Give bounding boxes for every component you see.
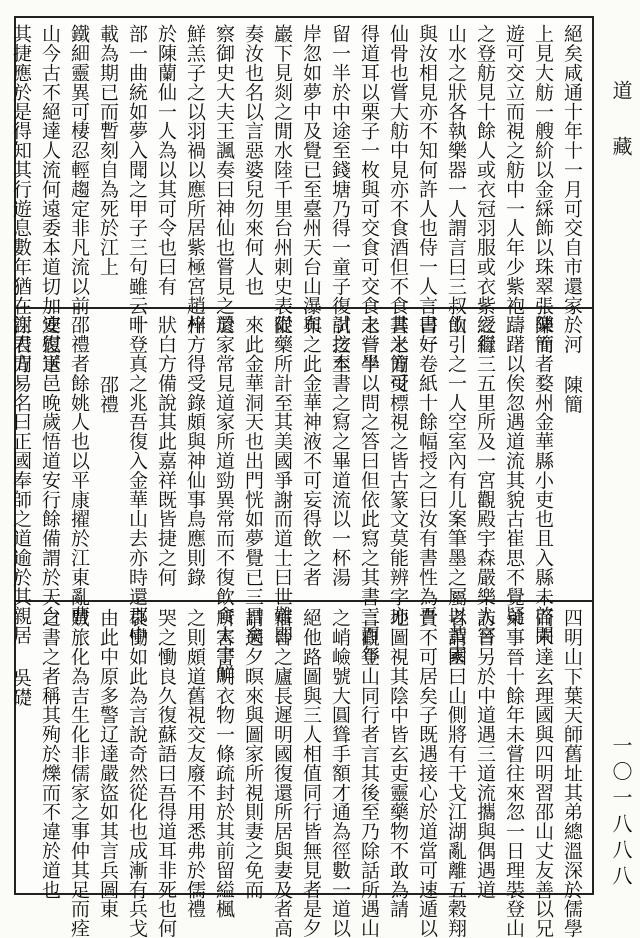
text-column: 之則頗道舊視交友廢不用悉弗於儒禮 [184,608,206,919]
text-column: 試按本書之寫之畢道流以一杯湯 [329,315,351,587]
text-column: 訪晉另於中道遇三道流攜與偶遇道 [474,608,496,899]
text-column: 宿晉之廬長遲明國復還所居與妻及者高 [271,608,293,938]
text-column: 弟事晉十餘年未嘗往來忽一日理裝登山 [503,608,525,938]
text-column: 所害書明衣物一條疏封於其前留縊楓 [213,608,235,919]
text-column: 四明山下葉天師舊址其弟總溫深於儒學 [561,608,583,938]
section-heading: 陳簡 [561,375,583,414]
text-column: 哭之慟良久復蘇語曰吾得道耳非死也何 [155,608,177,938]
text-column: 梓方得受錄頗與神仙事鳥應則錄 [184,315,206,587]
text-column: 巖下見剡之閒水陸千里台州刺史表從 [271,24,293,335]
text-column: 察御史大夫王諷奏曰神仙也嘗見之於 [213,24,235,335]
margin-page-number: 一〇一八八八 [609,735,633,891]
text-column: 仙骨也嘗大舫中見亦不食酒但不食其米方可 [387,24,409,393]
text-column: 山今古不絕達人流何遠委本道切加安慰送 [39,24,61,374]
text-column: 絕矣咸通十年十一月可交自市還家於河 [561,24,583,354]
text-column: 絕他路圖與三人相值同行皆無見者是夕 [300,608,322,938]
text-column: 留一半於中途至錢塘乃得一童子復引之至 [329,24,351,374]
text-column: 部一曲統如夢入聞之甲子三句雖云十 [126,24,148,335]
text-column: 限藥所計至其美國爭謝而道士曰世難即 [271,315,293,645]
text-column: 奏汝也名以言惡婆兒勿來何人也 [242,24,264,296]
text-column: 而未達玄理國與四明習邵山丈友善以兄 [532,608,554,938]
text-column: 與之此金華神液不可妄得飲之者 [300,315,322,587]
text-column: 載為期已而暫刻自為死於江上 [97,24,119,277]
text-column: 山水之狀各執樂器一人謂言曰三叔飲 [445,24,467,335]
text-column: 陳簡者婺州金華縣小吏也且入縣未啓閘 [532,315,554,645]
text-column: 於陳蘭仙一人為以其可令也曰有 [155,24,177,296]
text-column: 地圖視其陰中皆玄吏靈藥物不敢為請 [387,608,409,919]
section-heading: 吳礎 [10,668,32,707]
margin-title: 道 藏 [609,80,633,162]
text-column: 與汝相見亦不知何許人也侍一人言曰好 [416,24,438,354]
text-column: 書一卷紙十餘幅授之曰汝有書性為吾 [416,315,438,626]
text-column: 貴不可居矣子既遇接心於道當可速遁以 [416,608,438,938]
text-column: 鮮羔子之以羽禍以應所居紫極宮趙州 [184,24,206,335]
section-heading: 邵禮 [97,375,119,414]
text-column: 賊旅化為吉生化非儒家之事仲其足而痊 [68,608,90,938]
text-column: 叶登真之兆吾復入金華山去亦時還郡中 [126,315,148,645]
text-column: 上見大舫一艘紒以金綵飾以珠翠張樂而 [532,24,554,354]
text-column: 山引之一人空室內有儿案筆墨之屬以黃素 [445,315,467,665]
text-column: 鐵細靈異可棲忍輕趨定非凡流以前 [68,24,90,315]
text-column: 之登舫見十餘人或衣冠羽服或衣紫綬繼 [474,24,496,354]
text-column: 之行三五里所及一宮觀殿宇森嚴樂人宮 [474,315,496,645]
text-column: 岸忽如夢中及覺已至臺州天台山瀑布 [300,24,322,335]
text-column: 未嘗學以問之答曰但依此寫之其書三百年 [358,315,380,665]
text-column: 哀慟如此為言說奇然從化也成漸有兵戈 [126,608,148,938]
text-column: 者謂國曰山側將有干戈江湖亂離五穀翔 [445,608,467,938]
text-column: 之峭嶮號大圓聳手額才通為徑數一道以 [329,608,351,938]
text-column: 由此中原多警辽達嚴盜如其言兵圖東 [97,608,119,919]
text-column: 遊可交立而視之舫中一人年少紫袍 [503,24,525,315]
text-panel [10,608,584,938]
text-column: 謂適夕暝來與圖家所視則妻之免而 [242,608,264,899]
text-panel [10,24,584,393]
text-column: 書之簡受標視之皆古篆文莫能辨字亦 [387,315,409,626]
text-column: 連復軍邑晚歲悟道安行餘備謂於天台 [39,315,61,626]
text-column: 狀白方備說其此嘉祥既皆捷之何 [155,315,177,587]
text-column: 之書之者稱其殉於爍而不違於道也 [39,608,61,899]
text-panel [10,315,584,684]
text-column: 還家常見道家所道勁異常而不復飲食太宇鮮 [213,315,235,684]
page-frame [10,16,594,938]
text-column: 其捷應於是得知其行遊息數年猶在江表間 [10,24,32,374]
text-column: 躊躇以俟忽遇道流其貌古崔思不覺疑 [503,315,525,626]
text-column: 言觀登山同行者言其後至乃除話所遇山 [358,608,380,938]
text-column: 來此金華洞天也出門恍如夢覺已三日矣 [242,315,264,645]
text-column: 得道耳以栗子一枚與可交食可交食之一半 [358,24,380,374]
text-column: 謝君方易名曰正國奉師之道逾於其親居 [10,315,32,645]
text-column: 邵禮者餘姚人也以平康擢於江東亂曹 [68,315,90,626]
